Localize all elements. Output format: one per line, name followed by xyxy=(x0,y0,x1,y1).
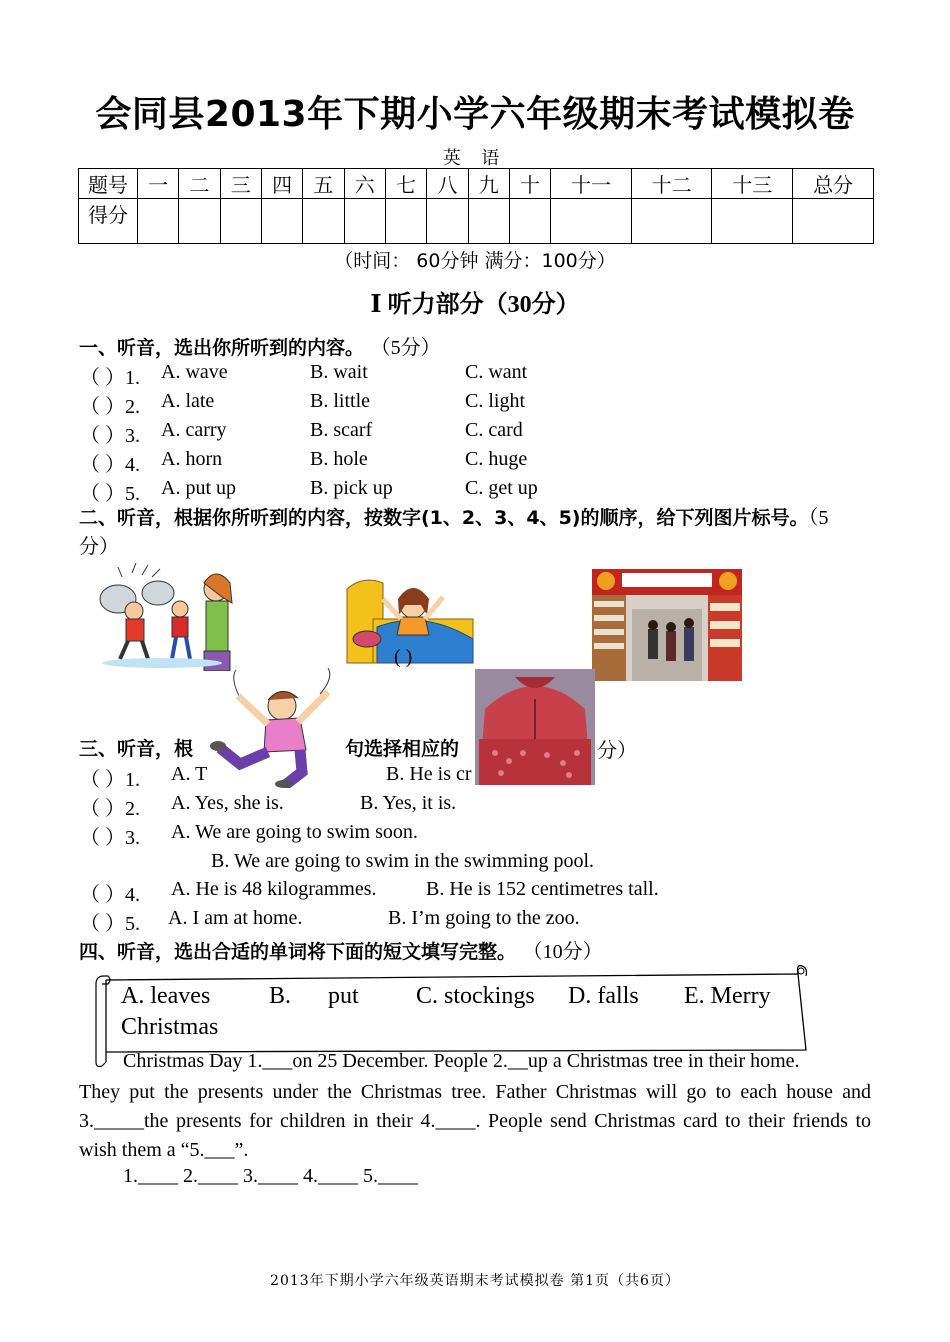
word-option-a: A. leaves xyxy=(121,983,211,1009)
answer-option-a: A. put up xyxy=(161,477,236,499)
score-cell[interactable] xyxy=(427,199,468,244)
section-2-points-cont: 分） xyxy=(79,536,119,558)
section-2-heading-text: 二、听音，根据你所听到的内容，按数字(1、2、3、4、5)的顺序，给下列图片标号。 xyxy=(79,507,809,529)
score-column-header: 十三 xyxy=(712,169,793,199)
answer-option-a: A. wave xyxy=(161,361,228,383)
score-cell[interactable] xyxy=(793,199,874,244)
answer-option-b: B. I’m going to the zoo. xyxy=(388,907,580,929)
score-cell[interactable] xyxy=(261,199,302,244)
answer-option-c: C. card xyxy=(465,419,523,441)
row-label-number: 题号 xyxy=(79,169,138,199)
exam-title: 会同县2013年下期小学六年级期末考试模拟卷 xyxy=(95,94,855,135)
answer-option-b: B. Yes, it is. xyxy=(360,792,457,814)
page-footer: 2013年下期小学六年级英语期末考试模拟卷 第1页（共6页） xyxy=(270,1273,680,1289)
score-cell[interactable] xyxy=(303,199,344,244)
section-3-heading-b: 句选择相应的 xyxy=(345,738,460,760)
answer-option-a: A. I am at home. xyxy=(168,907,303,929)
question-number[interactable]: （ ）1. xyxy=(80,367,140,389)
answer-option-b: B. pick up xyxy=(310,477,393,499)
score-cell[interactable] xyxy=(509,199,550,244)
section-1-points: （5分） xyxy=(370,337,441,359)
answer-option-b: B. He is cr xyxy=(386,763,472,785)
answer-option-a: A. He is 48 kilogrammes. xyxy=(171,878,377,900)
score-cell[interactable] xyxy=(344,199,385,244)
score-column-header: 一 xyxy=(138,169,179,199)
score-column-header: 总分 xyxy=(793,169,874,199)
answer-option-a: A. carry xyxy=(161,419,227,441)
word-option-e-cont: Christmas xyxy=(121,1014,219,1040)
score-column-header: 十一 xyxy=(551,169,632,199)
score-column-header: 三 xyxy=(220,169,261,199)
passage-line-1: Christmas Day 1.___on 25 December. People 2.__up a Christmas tree in their home. xyxy=(123,1050,800,1072)
score-column-header: 九 xyxy=(468,169,509,199)
score-cell[interactable] xyxy=(551,199,632,244)
score-column-header: 十 xyxy=(509,169,550,199)
answer-option-c: C. get up xyxy=(465,477,538,499)
score-cell[interactable] xyxy=(468,199,509,244)
answer-option-a: A. Yes, she is. xyxy=(171,792,284,814)
score-column-header: 十二 xyxy=(631,169,712,199)
question-number[interactable]: （ ）4. xyxy=(80,884,140,906)
answer-option-b: B. We are going to swim in the swimming pool. xyxy=(211,850,594,872)
word-option-c: C. stockings xyxy=(416,983,535,1009)
answer-option-b: B. hole xyxy=(310,448,368,470)
score-table xyxy=(78,168,874,244)
word-option-d: D. falls xyxy=(568,983,639,1009)
answer-option-b: B. He is 152 centimetres tall. xyxy=(426,878,659,900)
answer-option-a: A. horn xyxy=(161,448,223,470)
section-2-heading xyxy=(79,504,879,562)
section-4-heading xyxy=(79,935,603,964)
answer-option-b: B. wait xyxy=(310,361,368,383)
score-cell[interactable] xyxy=(220,199,261,244)
section-1-heading-text: 一、听音，选出你所听到的内容。 xyxy=(79,337,365,359)
word-option-e: E. Merry xyxy=(684,983,771,1009)
supermarket-image xyxy=(592,569,742,681)
question-number[interactable]: （ ）3. xyxy=(80,425,140,447)
score-cell[interactable] xyxy=(138,199,179,244)
red-sweater-image xyxy=(475,669,595,785)
subject-label: 英 语 xyxy=(442,148,508,168)
question-number[interactable]: （ ）1. xyxy=(80,769,140,791)
word-option-b-word: put xyxy=(328,983,359,1009)
picture-bracket: ( ) xyxy=(394,646,413,668)
score-cell[interactable] xyxy=(631,199,712,244)
answer-option-a: A. We are going to swim soon. xyxy=(171,821,418,843)
section-3-points xyxy=(597,734,637,763)
passage-body: They put the presents under the Christmas tree. Father Christmas will go to each house and 3._____the presents for children in their 4.____. People send Christmas card to their friends to wish them a “5.___”. xyxy=(79,1081,871,1161)
section-3-heading-a: 三、听音，根 xyxy=(79,738,194,760)
family-noise-image xyxy=(92,563,240,671)
question-number[interactable]: （ ）3. xyxy=(80,827,140,849)
row-label-score: 得分 xyxy=(79,199,138,244)
time-info: （时间： 60分钟 满分：100分） xyxy=(334,250,616,272)
answer-option-c: C. want xyxy=(465,361,528,383)
score-cell[interactable] xyxy=(712,199,793,244)
score-column-header: 四 xyxy=(261,169,302,199)
part-title: Ⅰ 听力部分（30分） xyxy=(370,292,580,318)
question-number[interactable]: （ ）2. xyxy=(80,798,140,820)
answer-option-b: B. little xyxy=(310,390,370,412)
section-3-points-text: 分） xyxy=(597,740,637,762)
section-4-heading-text: 四、听音，选出合适的单词将下面的短文填写完整。 xyxy=(79,941,517,963)
score-cell[interactable] xyxy=(385,199,426,244)
question-number[interactable]: （ ）5. xyxy=(80,913,140,935)
score-column-header: 七 xyxy=(385,169,426,199)
question-number[interactable]: （ ）5. xyxy=(80,483,140,505)
answer-blanks: 1.____ 2.____ 3.____ 4.____ 5.____ xyxy=(123,1165,418,1187)
answer-option-b: B. scarf xyxy=(310,419,373,441)
answer-option-a: A. T xyxy=(171,763,208,785)
section-2-points: （5 xyxy=(808,507,829,529)
question-number[interactable]: （ ）4. xyxy=(80,454,140,476)
section-1-heading xyxy=(79,331,441,360)
answer-option-a: A. late xyxy=(161,390,215,412)
dancing-boy-image xyxy=(210,668,346,788)
score-cell[interactable] xyxy=(179,199,220,244)
answer-option-c: C. huge xyxy=(465,448,528,470)
word-option-b-letter: B. xyxy=(269,983,292,1009)
score-column-header: 二 xyxy=(179,169,220,199)
section-4-points: （10分） xyxy=(522,941,603,963)
score-column-header: 六 xyxy=(344,169,385,199)
score-column-header: 五 xyxy=(303,169,344,199)
score-column-header: 八 xyxy=(427,169,468,199)
question-number[interactable]: （ ）2. xyxy=(80,396,140,418)
answer-option-c: C. light xyxy=(465,390,526,412)
